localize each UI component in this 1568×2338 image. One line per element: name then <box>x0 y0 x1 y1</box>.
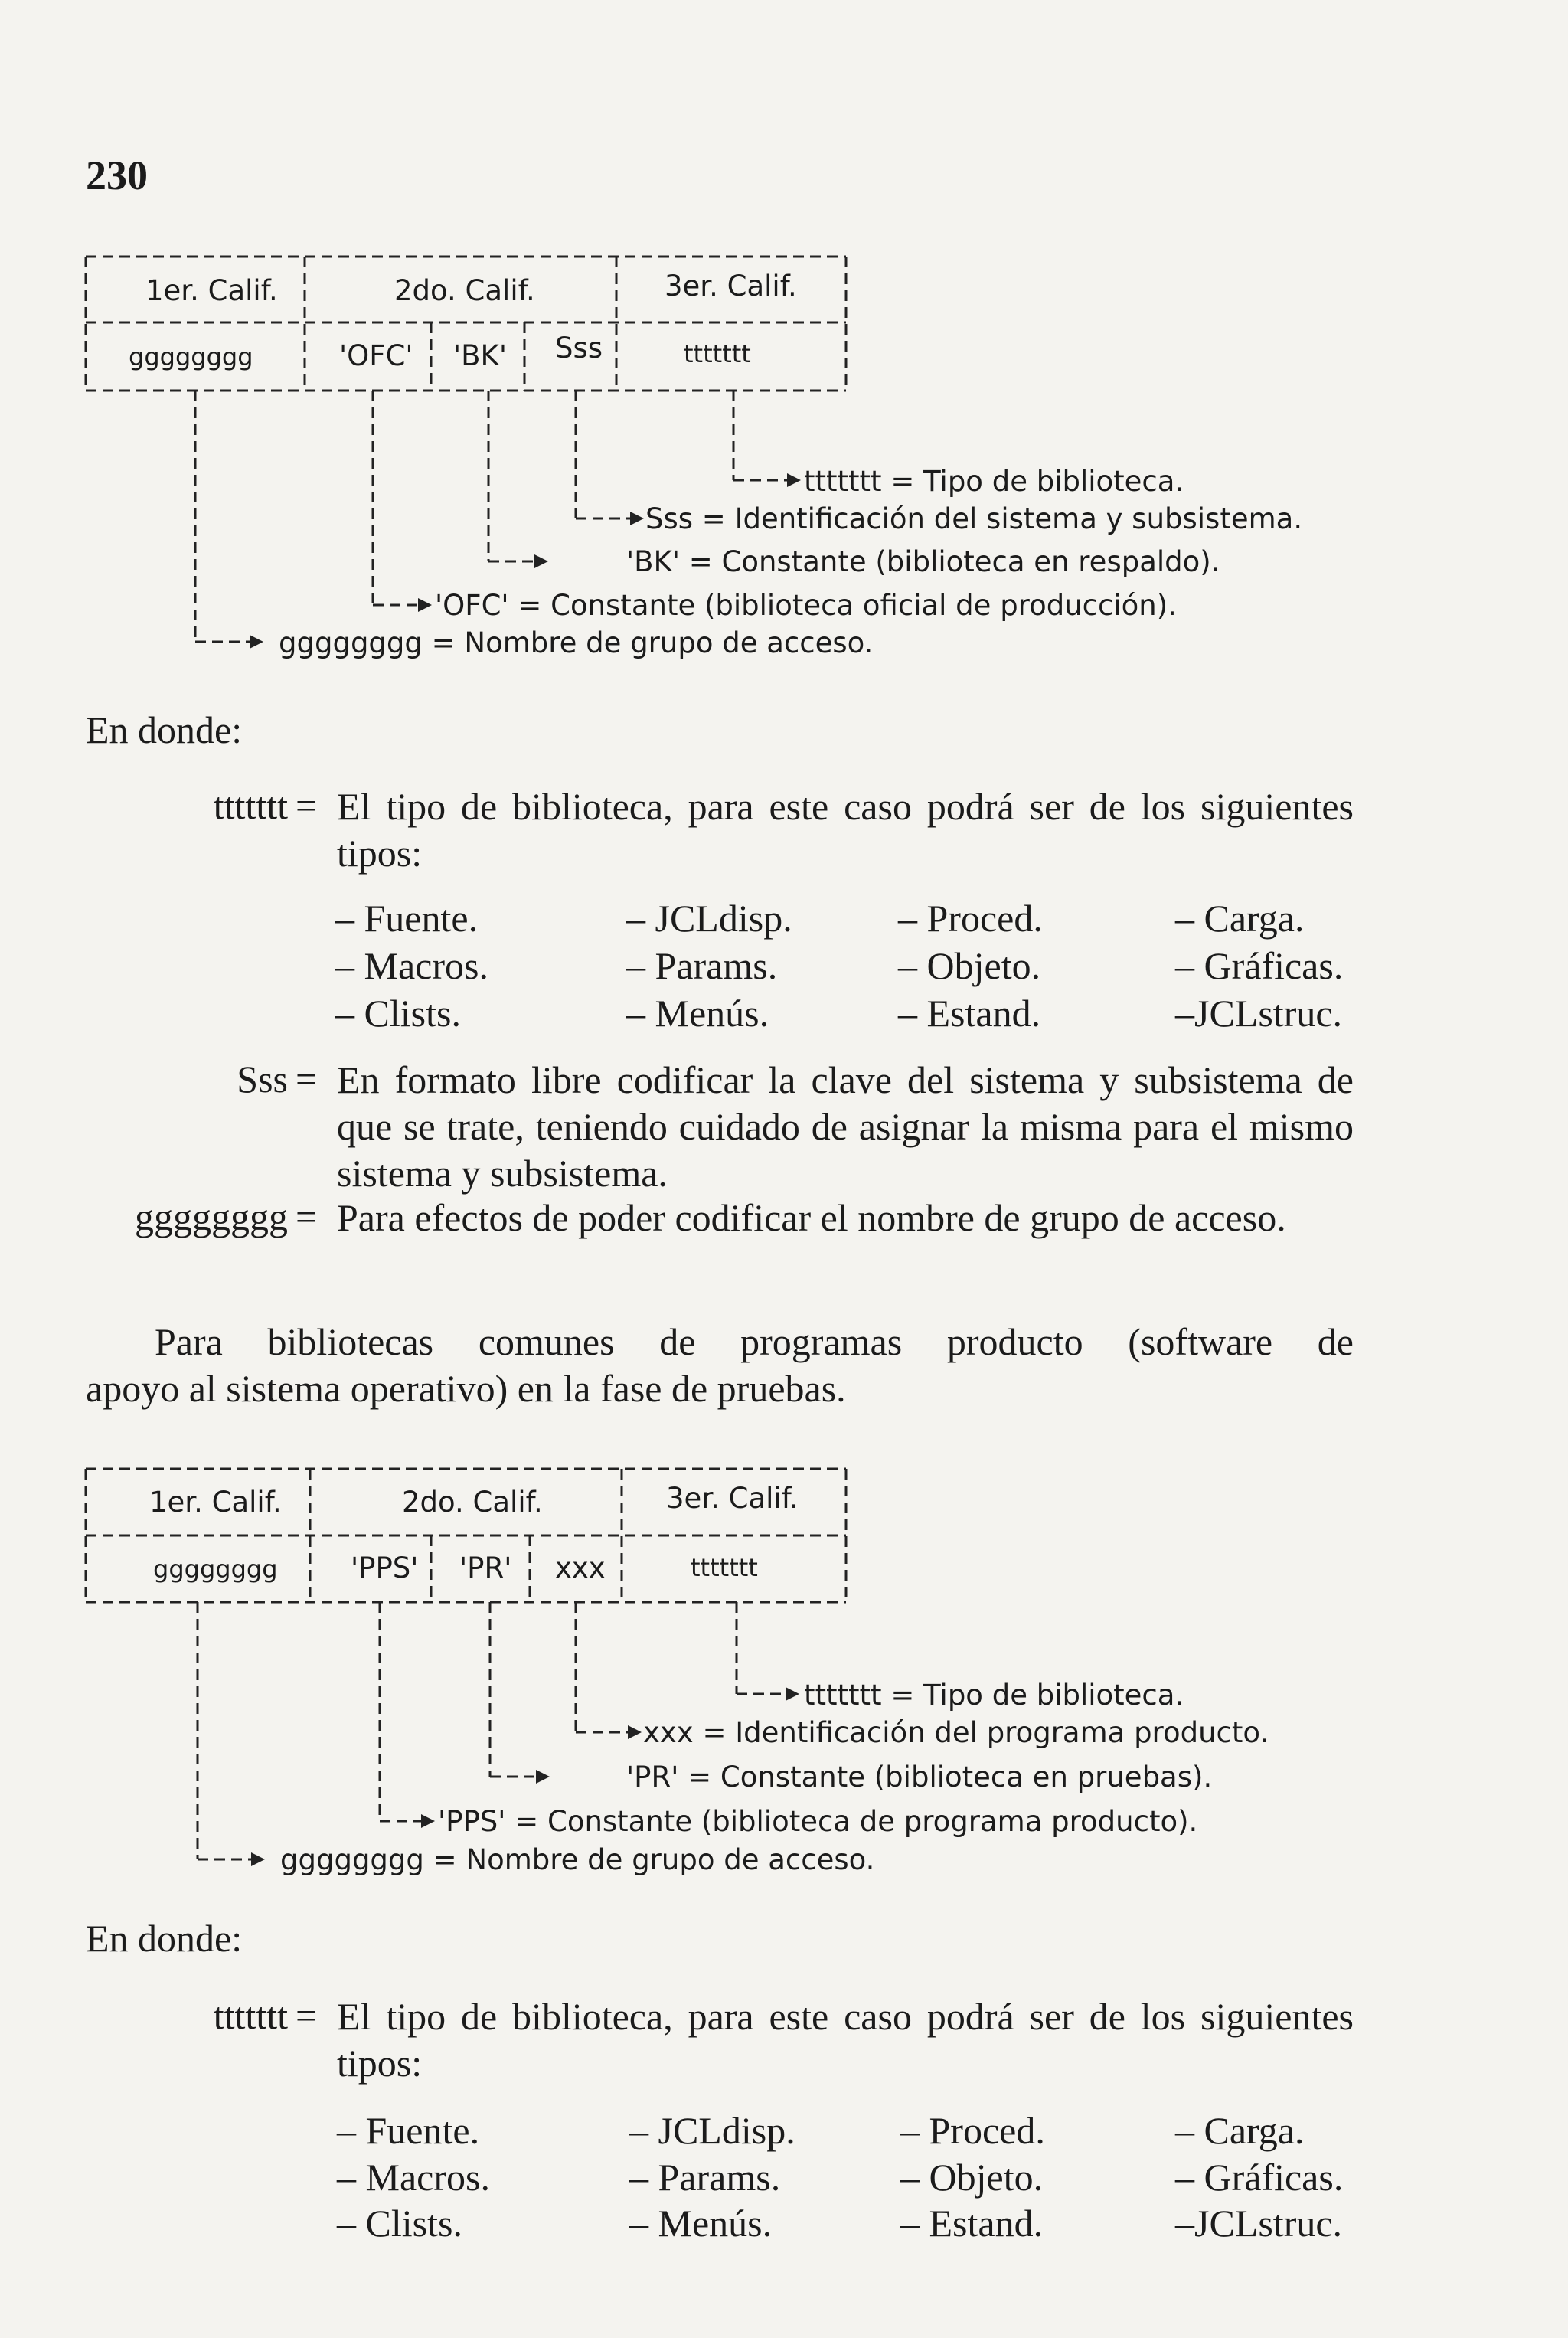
type-option: – Gráficas. <box>1175 2156 1344 2199</box>
def-term-type: ttttttt <box>213 1994 288 2037</box>
type-option: – Clists. <box>337 2202 462 2245</box>
page-number: 230 <box>86 152 148 198</box>
cell-sss: Sss <box>555 332 603 365</box>
def-eq-group: = <box>296 1195 318 1238</box>
type-option: – Params. <box>629 2156 781 2199</box>
legend-group: gggggggg = Nombre de grupo de acceso. <box>280 1843 875 1876</box>
def-eq-sss: = <box>296 1058 318 1100</box>
cell-pps: 'PPS' <box>351 1552 419 1584</box>
cell-xxx: xxx <box>555 1552 606 1584</box>
header-3er-calif: 3er. Calif. <box>665 270 797 302</box>
header-3er-calif: 3er. Calif. <box>666 1482 799 1515</box>
cell-group-code: gggggggg <box>129 342 253 371</box>
type-option: – Macros. <box>335 944 488 987</box>
paragraph-line: apoyo al sistema operativo) en la fase de pruebas. <box>86 1367 846 1410</box>
type-option: – Proced. <box>900 2109 1045 2152</box>
def-term-type: ttttttt <box>213 784 288 827</box>
type-option: – Gráficas. <box>1175 944 1344 987</box>
type-option: – Menús. <box>626 992 769 1035</box>
def-desc-group: Para efectos de poder codificar el nombre de grupo de acceso. <box>337 1196 1286 1239</box>
type-option: –JCLstruc. <box>1175 992 1343 1035</box>
header-1er-calif: 1er. Calif. <box>149 1486 282 1519</box>
header-1er-calif: 1er. Calif. <box>145 274 278 307</box>
legend-type: ttttttt = Tipo de biblioteca. <box>804 1679 1184 1712</box>
legend-group: gggggggg = Nombre de grupo de acceso. <box>279 626 874 659</box>
cell-type-code: ttttttt <box>691 1553 758 1582</box>
legend-system: Sss = Identificación del sistema y subsistema. <box>645 502 1303 535</box>
def-term-group: gggggggg <box>135 1195 288 1238</box>
def-desc-type: El tipo de biblioteca, para este caso podrá ser de los siguientes tipos: <box>337 785 1354 875</box>
type-option: – Clists. <box>335 992 461 1035</box>
legend-type: ttttttt = Tipo de biblioteca. <box>804 465 1184 498</box>
type-option: – Carga. <box>1175 897 1305 940</box>
cell-group-code: gggggggg <box>153 1555 278 1584</box>
cell-type-code: ttttttt <box>684 339 751 368</box>
def-desc-type: El tipo de biblioteca, para este caso podrá ser de los siguientes tipos: <box>337 1995 1354 2085</box>
legend-program-product: 'PPS' = Constante (biblioteca de programa producto). <box>438 1805 1198 1838</box>
type-option: –JCLstruc. <box>1175 2202 1343 2245</box>
cell-pr: 'PR' <box>459 1552 512 1584</box>
paragraph-line: Para bibliotecas comunes de programas producto (software de <box>155 1320 1354 1363</box>
type-option: – Objeto. <box>900 2156 1044 2199</box>
cell-ofc: 'OFC' <box>339 339 413 372</box>
en-donde-label-2: En donde: <box>86 1917 243 1960</box>
cell-bk: 'BK' <box>453 339 507 372</box>
type-option: – Params. <box>626 944 778 987</box>
def-eq-type: = <box>296 1994 318 2037</box>
legend-testing: 'PR' = Constante (biblioteca en pruebas). <box>626 1761 1213 1794</box>
en-donde-label-1: En donde: <box>86 708 243 751</box>
legend-backup: 'BK' = Constante (biblioteca en respaldo). <box>626 545 1220 578</box>
type-option: – Carga. <box>1175 2109 1305 2152</box>
type-option: – Menús. <box>629 2202 773 2245</box>
def-desc-sss: En formato libre codificar la clave del sistema y subsistema de que se trate, teniendo cuidado de asignar la misma para el mismo sistema y subsistema. <box>337 1058 1354 1195</box>
def-eq-type: = <box>296 784 318 827</box>
type-option: – Proced. <box>898 897 1043 940</box>
type-option: – Estand. <box>898 992 1041 1035</box>
legend-product: xxx = Identificación del programa producto. <box>643 1716 1269 1749</box>
type-option: – Objeto. <box>898 944 1041 987</box>
type-option: – Estand. <box>900 2202 1044 2245</box>
type-option: – Fuente. <box>335 897 479 940</box>
type-option: – JCLdisp. <box>626 897 792 940</box>
legend-official: 'OFC' = Constante (biblioteca oficial de producción). <box>435 589 1177 622</box>
type-option: – JCLdisp. <box>629 2109 795 2152</box>
paragraph-common-libraries <box>86 1319 1354 1412</box>
def-term-sss: Sss <box>237 1058 288 1100</box>
header-2do-calif: 2do. Calif. <box>402 1486 543 1519</box>
type-option: – Fuente. <box>337 2109 480 2152</box>
header-2do-calif: 2do. Calif. <box>394 274 535 307</box>
type-option: – Macros. <box>337 2156 490 2199</box>
